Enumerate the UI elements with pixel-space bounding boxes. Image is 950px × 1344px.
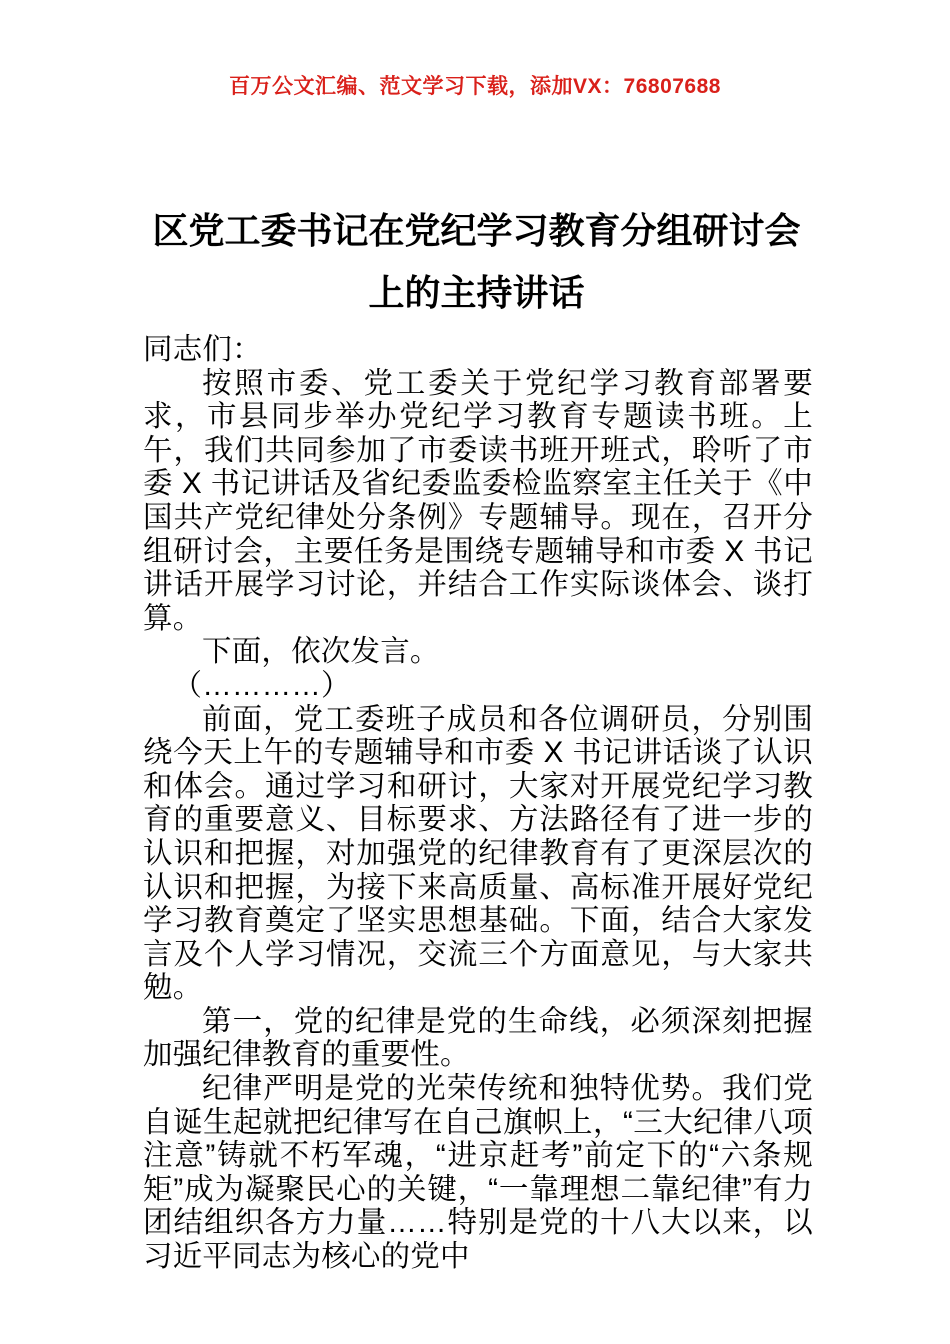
document-title [143,200,810,324]
body-paragraph-2: 下面，依次发言。 [202,635,440,669]
document-title-line-1: 区党工委书记在党纪学习教育分组研讨会 [152,210,801,252]
salutation: 同志们： [143,333,262,366]
body-paragraph-4: 前面，党工委班子成员和各位调研员，分别围绕今天上午的专题辅导和市委 X 书记讲话谈了认识和体会。通过学习和研讨，大家对开展党纪学习教育的重要意义、目标要求、方法路径有了进一步的认识和把握，对加强党的纪律教育有了更深层次的认识和把握，为接下来高质量、高标准开展好党纪学习教育奠定了坚实思想基础。下面，结合大家发言及个人学习情况，交流三个方面意见，与大家共勉。 [143,702,813,1005]
body-paragraph-6: 纪律严明是党的光荣传统和独特优势。我们党自诞生起就把纪律写在自己旗帜上，“三大纪律八项注意”铸就不朽军魂，“进京赶考”前定下的“六条规矩”成为凝聚民心的关键，“一靠理想二靠纪律”有力团结组织各方力量……特别是党的十八大以来，以习近平同志为核心的党中 [143,1072,813,1274]
body-paragraph-5: 第一，党的纪律是党的生命线，必须深刻把握加强纪律教育的重要性。 [143,1004,813,1072]
watermark-text: 百万公文汇编、范文学习下载，添加VX：76807688 [229,75,721,98]
document-title-line-2: 上的主持讲话 [368,272,585,314]
watermark-banner [0,74,950,99]
body-paragraph-3-placeholder: （…………） [172,668,351,702]
body-paragraph-1: 按照市委、党工委关于党纪学习教育部署要求，市县同步举办党纪学习教育专题读书班。上午，我们共同参加了市委读书班开班式，聆听了市委 X 书记讲话及省纪委监委检监察室主任关于《中国共产党纪律处分条例》专题辅导。现在，召开分组研讨会，主要任务是围绕专题辅导和市委 X 书记讲话开展学习讨论，并结合工作实际谈体会、谈打算。 [143,366,813,635]
document-body [143,333,813,1274]
